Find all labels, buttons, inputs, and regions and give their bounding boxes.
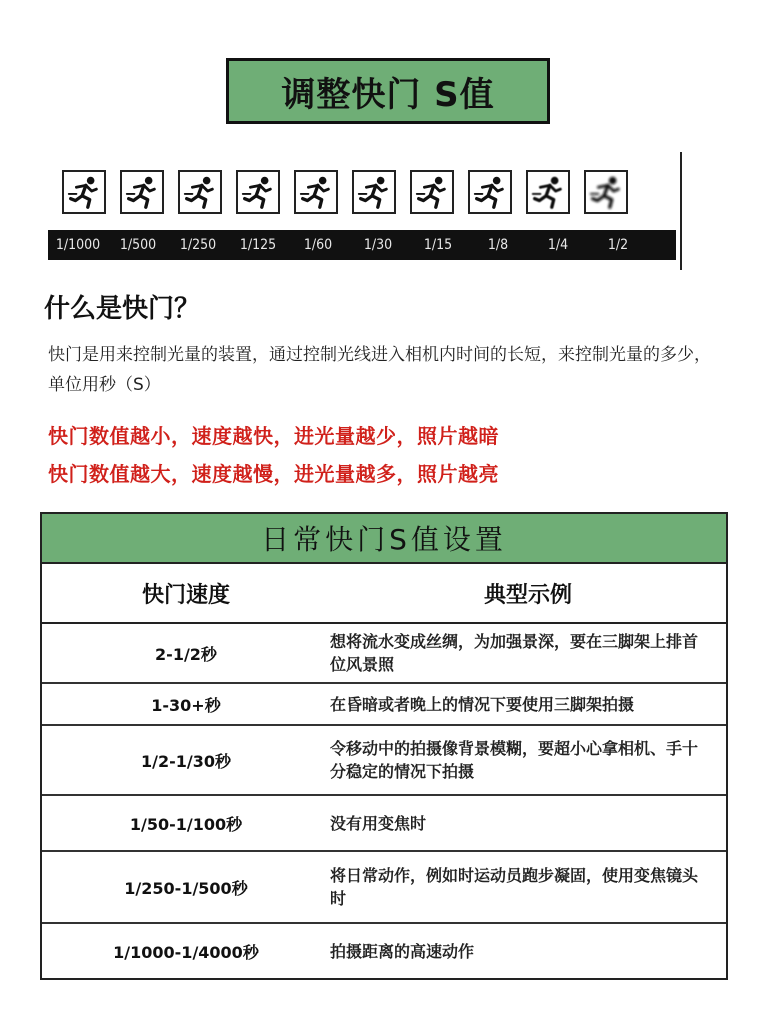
speed-cell: 1/2-1/30秒 xyxy=(141,751,231,771)
table-header xyxy=(42,564,726,624)
speed-label: 1/15 xyxy=(423,237,453,253)
intro-paragraph: 快门是用来控制光量的装置，通过控制光线进入相机内时间的长短，来控制光量的多少，单位用秒（S） xyxy=(48,345,711,395)
col-header-speed: 快门速度 xyxy=(141,582,230,608)
speed-label: 1/1000 xyxy=(55,237,101,253)
speed-cell: 1/50-1/100秒 xyxy=(129,814,243,834)
running-figure-icon xyxy=(294,170,338,214)
speed-label: 1/8 xyxy=(487,237,509,253)
speed-label: 1/30 xyxy=(363,237,393,253)
speed-scale-bar xyxy=(48,230,676,260)
speed-label: 1/4 xyxy=(547,237,569,253)
rule-small-value: 快门数值越小，速度越快，进光量越少，照片越暗 xyxy=(48,424,499,448)
running-figure-icon xyxy=(352,170,396,214)
running-figure-icon xyxy=(236,170,280,214)
strip-divider xyxy=(680,152,682,270)
table-row xyxy=(42,726,726,796)
section-heading: 什么是快门？ xyxy=(44,294,201,324)
col-header-example: 典型示例 xyxy=(483,582,572,608)
example-cell: 拍摄距离的高速动作 xyxy=(330,941,475,961)
running-figure-icon xyxy=(584,170,628,214)
running-figure-icon xyxy=(526,170,570,214)
table-row xyxy=(42,924,726,978)
running-figure-icon xyxy=(468,170,512,214)
speed-label: 1/250 xyxy=(179,237,217,253)
speed-cell: 1/250-1/500秒 xyxy=(124,878,248,898)
example-cell: 令移动中的拍摄像背景模糊，要超小心拿相机、手十分稳定的情况下拍摄 xyxy=(330,739,699,781)
motion-icons-row xyxy=(62,170,628,214)
running-figure-icon xyxy=(178,170,222,214)
speed-label: 1/500 xyxy=(119,237,157,253)
table-row xyxy=(42,796,726,852)
running-figure-icon xyxy=(120,170,164,214)
example-cell: 在昏暗或者晚上的情况下要使用三脚架拍摄 xyxy=(330,694,635,714)
speed-label: 1/125 xyxy=(239,237,277,253)
table-row xyxy=(42,684,726,726)
example-cell: 将日常动作，例如时运动员跑步凝固，使用变焦镜头时 xyxy=(330,866,699,908)
table-title: 日常快门S值设置 xyxy=(42,514,726,564)
speed-cell: 1/1000-1/4000秒 xyxy=(113,942,259,962)
speed-cell: 1-30+秒 xyxy=(151,695,221,715)
speed-label: 1/2 xyxy=(607,237,629,253)
speed-cell: 2-1/2秒 xyxy=(155,644,217,664)
running-figure-icon xyxy=(62,170,106,214)
table-row xyxy=(42,624,726,684)
speed-label: 1/60 xyxy=(303,237,333,253)
shutter-speed-strip xyxy=(48,160,678,266)
example-cell: 想将流水变成丝绸，为加强景深，要在三脚架上排首位风景照 xyxy=(330,632,699,674)
table-row xyxy=(42,852,726,924)
rule-large-value: 快门数值越大，速度越慢，进光量越多，照片越亮 xyxy=(48,462,499,486)
shutter-settings-table xyxy=(40,512,728,980)
example-cell: 没有用变焦时 xyxy=(330,813,427,833)
page-title: 调整快门 S值 xyxy=(226,58,550,124)
running-figure-icon xyxy=(410,170,454,214)
